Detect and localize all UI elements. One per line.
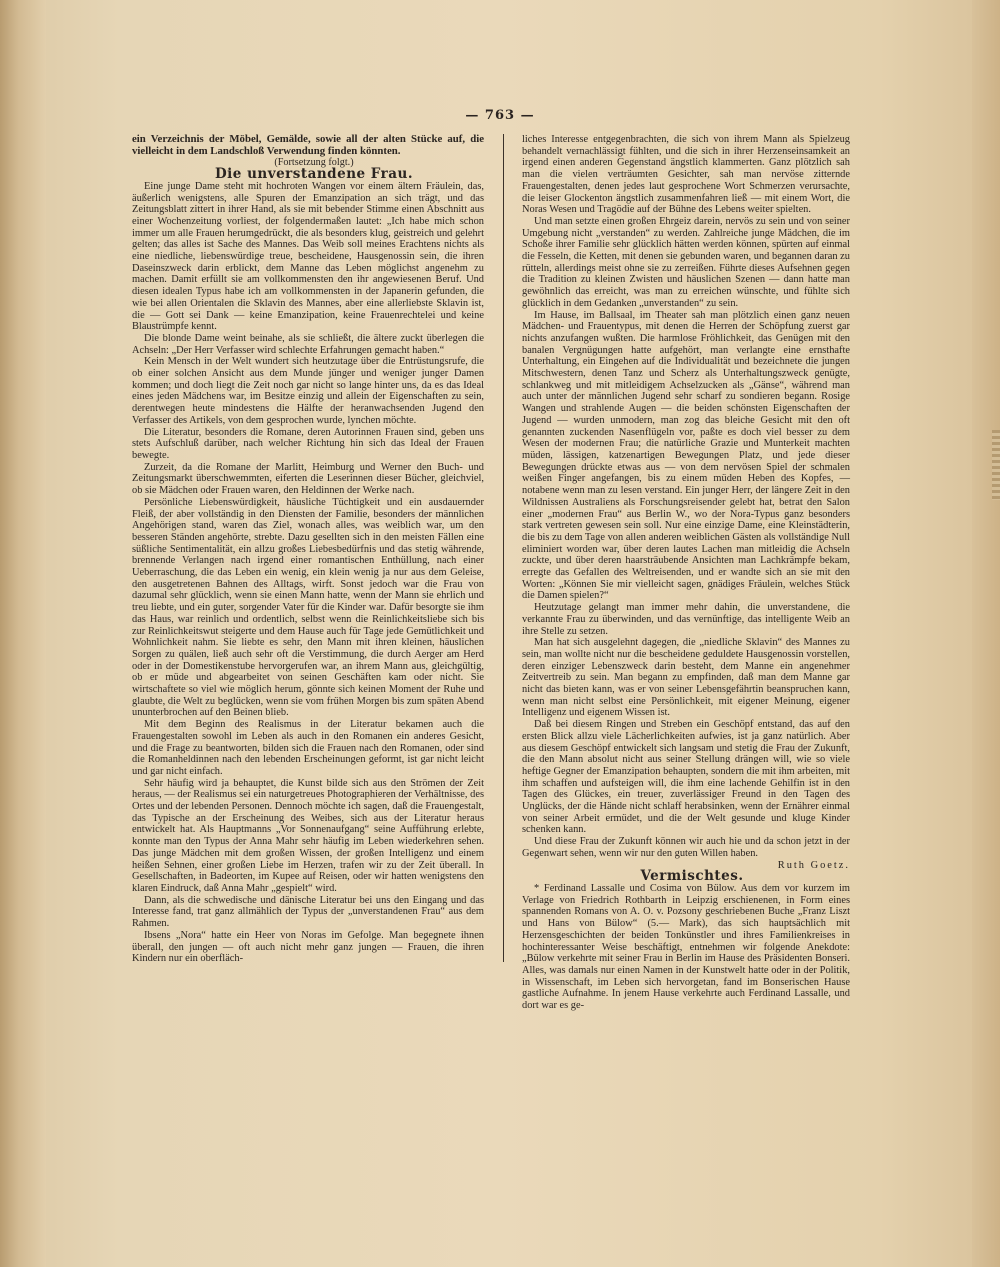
article-paragraph: Sehr häufig wird ja behauptet, die Kunst bilde sich aus den Strömen der Zeit heraus, — der Realismus sei ein naturgetreues Photographieren der Verhältnisse, des Ortes und der lebenden Personen. Dennoch möchte ich sagen, daß die Frauengestalt, das Typische an der Erscheinung des Weibes, sich aus der Literatur heraus entwickelt hat. Als Hauptmanns „Vor Sonnenaufgang“ seine Aufführung erlebte, konnte man den Typus der Anna Mahr sehr häufig im Leben wiederkehren sehen. Das junge Mädchen mit dem großen Wissen, der großen Intelligenz und einem heißen Sehnen, einer großen Liebe im Herzen, trafen wir zu der Zeit überall. In Gesellschaften, in Badeorten, im Kupee auf Reisen, oder wir hatten wenigstens den klaren Eindruck, daß Anna Mahr „gespielt“ wird. xyxy=(132,777,484,894)
article-paragraph: Ibsens „Nora“ hatte ein Heer von Noras im Gefolge. Man begegnete ihnen überall, den jungen — oft auch nicht mehr ganz jungen — Frauen, die ihren Kindern nur ein oberfläch- xyxy=(132,929,484,965)
article-paragraph: Und man setzte einen großen Ehrgeiz darein, nervös zu sein und von seiner Umgebung nicht „verstanden“ zu werden. Zahlreiche junge Mädchen, die im Schoße ihrer Familie sehr glücklich hätten werden können, spürten auf einmal die Fesseln, die Ketten, mit denen sie gebunden waren, und begannen daran zu rütteln, allerdings meist ohne sie zu zerreißen. Führte dieses Aufsehnen gegen die Tradition zu kleinen Zwisten und häuslichen Szenen — dann hatte man gewöhnlich das erreicht, was man zu erreichen wünschte, und fühlte sich glücklich in dem Gedanken „unverstanden“ zu sein. xyxy=(522,215,850,309)
article-paragraph: Die blonde Dame weint beinahe, als sie schließt, die ältere zuckt überlegen die Achseln: „Der Herr Verfasser wird schlechte Erfahrungen gemacht haben.“ xyxy=(132,332,484,356)
article-paragraph: Und diese Frau der Zukunft können wir auch hie und da schon jetzt in der Gegenwart sehen, wenn wir nur den guten Willen haben. xyxy=(522,836,850,859)
author-signature: Ruth Goetz. xyxy=(777,859,850,871)
article-paragraph: Zurzeit, da die Romane der Marlitt, Heimburg und Werner den Buch- und Zeitungsmarkt überschwemmten, eiferten die Leserinnen dieser Bücher, gleichviel, ob sie Mädchen oder Frauen waren, den Heldinnen der Werke nach. xyxy=(132,461,484,497)
article-paragraph: liches Interesse entgegenbrachten, die sich von ihrem Mann als Spielzeug behandelt vernachlässigt fühlten, und die sich in ihrer Herzenseinsamkeit an irgend einen anderen Gegenstand ängstlich klammerten. Ganz plötzlich sah man die vielen verträumten Gesichter, sah man nervöse zitternde Frauengestalten, denen jedes laut gesprochene Wort Schmerzen verursachte, die leiser Glockenton ängstlich zusammenfahren ließ — mit einem Wort, die Noras Wesen und Tragödie auf der Bühne des Lebens weiter spielten. xyxy=(522,134,850,216)
section-heading-miscellany: Vermischtes. xyxy=(640,868,744,885)
article-paragraph: Heutzutage gelangt man immer mehr dahin, die unverstandene, die verkannte Frau zu überwinden, und das vernünftige, das intelligente Weib an ihre Stelle zu setzen. xyxy=(522,602,850,637)
page-number: — 763 — xyxy=(465,108,535,123)
article-heading: Die unverstandene Frau. xyxy=(214,166,414,183)
left-column xyxy=(132,134,484,965)
previous-article-ending: ein Verzeichnis der Möbel, Gemälde, sowie all der alten Stücke auf, die vielleicht in dem Landschloß Verwendung finden könnten. xyxy=(132,133,484,157)
article-paragraph: Im Hause, im Ballsaal, im Theater sah man plötzlich einen ganz neuen Mädchen- und Frauentypus, mit denen die Herren der Schöpfung zuerst gar nichts anzufangen wußten. Die harmlose Fröhlichkeit, das Genügen mit den banalen Vergnügungen hatte aufgehört, man verlangte eine ernsthafte Unterhaltung, ein Eingehen auf die Individualität und bezeichnete die jungen Mitschwestern, denen Tanz und Scherz als Unterhaltungszweck genügte, schlankweg und mit mitleidigem Achselzucken als „Gänse“, während man auch unter der männlichen Jugend sehr scharf zu sondieren begann. Rosige Wangen und strahlende Augen — die beiden schönsten Eigenschaften der Jugend — wurden unmodern, man zog das bleiche Gesicht mit den oft genannten zuckenden Nasenflügeln vor, paßte es doch viel besser zu dem Wesen der modernen Frau; die natürliche Grazie und Munterkeit machten müden, lässigen, katzenartigen Bewegungen Platz, und jede dieser Bewegungen drückte etwas aus — von dem nervösen Spiel der schmalen weißen Finger angefangen, bis zu einem müden Heben des Kopfes, — notabene wenn man zu lesen verstand. Ein junger Herr, der längere Zeit in den Wildnissen Australiens als Forschungsreisender gelebt hat, betrat den Salon einer „modernen Frau“ aus Berlin W., wo der Nora-Typus ganz besonders stark vertreten gewesen sein soll. Nur eine einzige Dame, eine Kleinstädterin, die bis zu dem Tage von allen anderen weiblichen Gästen als vollständige Null eliminiert worden war, über deren lautes Lachen man mitleidig die Achseln zuckte, und über deren haarsträubende Ansichten man Lachkrämpfe bekam, erregte das Gefallen des Weltreisenden, und er wandte sich an sie mit den Worten: „Können Sie mir vielleicht sagen, gnädiges Fräulein, welches Stück die Damen spielen?“ xyxy=(522,309,850,602)
article-paragraph: Eine junge Dame steht mit hochroten Wangen vor einem ältern Fräulein, das, äußerlich wenigstens, alle Spuren der Emanzipation an sich trägt, und das Zeitungsblatt zittert in ihrer Hand, als sie mit bebender Stimme einen Abschnitt aus einer Wochenzeitung vorliest, der folgendermaßen lautet: „Ich habe mich schon immer um alle Frauen herumgedrückt, die als besonders klug, geistreich und gelehrt gelten; das alles ist Sache des Mannes. Das Weib soll meines Erachtens nichts als eine niedliche, liebenswürdige treue, bescheidene, Hausgenossin sein, die ihren Daseinszweck darin erblickt, dem Manne das Leben möglichst angenehm zu machen. Damit erfüllt sie am vollkommensten den ihr angewiesenen Beruf. Und diesen idealen Typus habe ich am vollkommensten in der Japanerin gefunden, die wie bei allen Orientalen die Sklavin des Mannes, aber eine allerliebste Sklavin ist, die — Gott sei Dank — keine Emanzipation, keine Frauenrechtelei und keine Blaustrümpfe kennt. xyxy=(132,180,484,333)
continuation-note: (Fortsetzung folgt.) xyxy=(274,157,354,169)
page-right-margin-strip xyxy=(972,0,1000,1267)
article-paragraph: Man hat sich ausgelehnt dagegen, die „niedliche Sklavin“ des Mannes zu sein, man wollte nicht nur die bescheidene geduldete Hausgenossin vorstellen, deren einziger Lebenszweck darin besteht, dem Manne ein angenehmer Zeitvertreib zu sein. Man begann zu empfinden, daß man dem Manne gar nicht das bieten kann, was er von seiner Lebensgefährtin beanspruchen kann, wenn man nicht selbst eine Persönlichkeit, mit eigener Meinung, eigener Intelligenz und eigenem Wissen ist. xyxy=(522,637,850,719)
page-binding-edge xyxy=(0,0,46,1267)
miscellany-paragraph: * Ferdinand Lassalle und Cosima von Bülow. Aus dem vor kurzem im Verlage von Friedrich Rothbarth in Leipzig erschienenen, in Form eines spannenden Romans von A. O. v. Pozsony geschriebenen Buche „Franz Liszt und Hans von Bülow“ (5.— Mark), das sich hauptsächlich mit Herzensgeschichten der beiden Tonkünstler und ihres Familienkreises in hochinteressanter Weise beschäftigt, entnehmen wir folgende Anekdote: „Bülow verkehrte mit seiner Frau in Berlin im Hause des Präsidenten Bonseri. Alles, was damals nur einen Namen in der Kunstwelt hatte oder in der Politik, in Wissenschaft, im Leben sich hervorgetan, fand im Bonserischen Hause gastliche Aufnahme. In jenem Hause verkehrte auch Ferdinand Lassalle, und dort war es ge- xyxy=(522,883,850,1012)
article-paragraph: Persönliche Liebenswürdigkeit, häusliche Tüchtigkeit und ein ausdauernder Fleiß, der aber vollständig in den Diensten der Familie, besonders der männlichen Angehörigen stand, waren das Ziel, wonach alles, was weiblich war, um den besseren Ständen angehörte, strebte. Dazu gesellten sich in den meisten Fällen eine süßliche Sentimentalität, ein allzu großes Liebesbedürfnis und das stetig währende, brennende Verlangen nach irgend einer romantischen Enthüllung, nach einer Ueberraschung, die das Leben ein wenig, ein klein wenig ja nur aus dem Geleise, den ausgetretenen Bahnen des Alltags, wirft. Sonst jedoch war die Frau von dazumal sehr glücklich, wenn sie einen Mann hatte, wenn der Mann sie ehrlich und treu liebte, und ein guter, sorgender Vater für die Kinder war. Dafür besorgte sie ihm das Haus, war reinlich und ordentlich, selbst wenn die Reinlichkeitsliebe sich bis zur Reinlichkeitswut steigerte und dem Hause auch für Tage jede Gemütlichkeit und Wohnlichkeit nahm. Sie liebte es sehr, den Mann mit ihren kleinen, häuslichen Sorgen zu quälen, ließ auch sehr oft die Verstimmung, die durch Aerger am Herd oder in der Domestikenstube hervorgerufen war, an ihrem Mann aus, gleichgültig, ob er müde und abgearbeitet von seinen Geschäften kam oder nicht. Sie wirtschaftete so viel wie möglich herum, gönnte sich keinen Moment der Ruhe und glaubte, die Welt zu beglücken, wenn sie vom frühen Morgen bis zum späten Abend ununterbrochen auf den Beinen blieb. xyxy=(132,496,484,719)
ruler-strip-marks xyxy=(992,430,1000,500)
article-paragraph: Daß bei diesem Ringen und Streben ein Geschöpf entstand, das auf den ersten Blick allzu viele Lächerlichkeiten aufwies, ist ja ganz natürlich. Aber aus diesem Geschöpf entwickelt sich langsam und stetig die Frau der Zukunft, die den Mann absolut nicht aus seiner Stellung drängen will, wie so viele heftige Gegner der Emanzipation behaupten, sondern die mit ihm arbeiten, mit ihm schaffen und aufsteigen will, die ihm eine lachende Gehilfin ist in den Tagen des Glückes, ein treuer, zuverlässiger Freund in den Tagen des Unglücks, der die Hände nicht schlaff herabsinken, wenn der Ernährer einmal von seiner Arbeit ermüdet, und die der Welt gesunde und kluge Kinder schenken kann. xyxy=(522,719,850,836)
article-paragraph: Die Literatur, besonders die Romane, deren Autorinnen Frauen sind, geben uns stets Aufschluß darüber, nach welcher Richtung hin sich das Ideal der Frauen bewegte. xyxy=(132,426,484,461)
column-divider xyxy=(503,134,504,962)
right-column xyxy=(522,134,850,1012)
article-paragraph: Kein Mensch in der Welt wundert sich heutzutage über die Entrüstungsrufe, die ob einer solchen Ansicht aus dem Munde jünger und weniger junger Damen kommen; und doch liegt die Zeit noch gar nicht so lange hinter uns, da es das Ideal eines jeden Mädchens war, im Besitze einzig und allein der Eigenschaften zu sein, derentwegen heute mindestens die Hälfte der heranwachsenden Jugend den Verfasser des Artikels, von dem gesprochen wurde, lynchen möchte. xyxy=(132,356,484,426)
article-paragraph: Dann, als die schwedische und dänische Literatur bei uns den Eingang und das Interesse fand, trat ganz allmählich der Typus der „unverstandenen Frau“ aus dem Rahmen. xyxy=(132,894,484,930)
article-paragraph: Mit dem Beginn des Realismus in der Literatur bekamen auch die Frauengestalten sowohl im Leben als auch in den Romanen ein anderes Gesicht, und die Frage zu beantworten, bilden sich die Frauen nach den Romanen, oder sind die Romanheldinnen nach den lebenden Erscheinungen geformt, ist gar nicht leicht und gar nicht einfach. xyxy=(132,719,484,777)
